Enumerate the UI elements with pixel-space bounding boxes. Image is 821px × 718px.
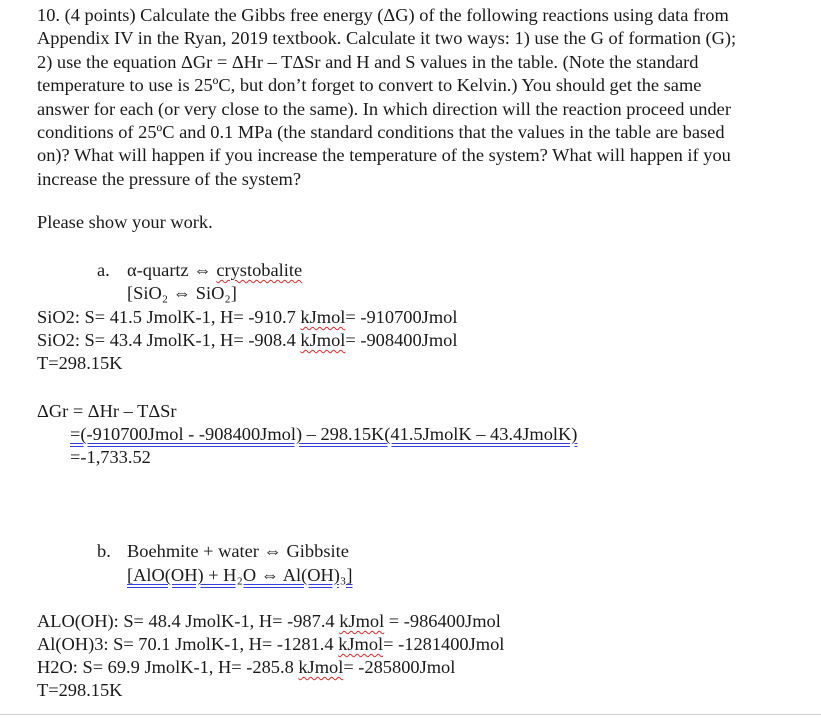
part-b-label: b. (97, 541, 111, 561)
reactant-name: α-quartz (127, 260, 189, 280)
instruction-text: Please show your work. (37, 212, 213, 232)
unit-text: kJmol (338, 634, 384, 654)
formula-right: SiO₂] (195, 283, 237, 303)
product-name: crystobalite (216, 260, 303, 280)
part-a-label: a. (97, 260, 110, 280)
calc-text: =(-910700Jmol - -908400Jmol) – 298.15K(41.5JmolK – 43.4JmolK) (70, 424, 578, 444)
calc-line (70, 423, 577, 446)
data-text: = -285800Jmol (343, 657, 456, 677)
equilibrium-arrow-icon: ⇔ (193, 260, 212, 280)
data-line (37, 329, 457, 352)
question-line: conditions of 25ºC and 0.1 MPa (the standard conditions that the values in the table are based (37, 122, 725, 143)
data-line (37, 656, 455, 679)
unit-text: kJmol (339, 611, 385, 631)
data-text: ALO(OH): S= 48.4 JmolK-1, H= -987.4 (37, 611, 340, 631)
unit-text: kJmol (298, 657, 344, 677)
data-line (37, 610, 501, 633)
question-line: increase the pressure of the system? (37, 168, 302, 189)
unit-text: kJmol (300, 307, 346, 327)
question-line: on)? What will happen if you increase the temperature of the system? What will happen if you (37, 145, 731, 166)
data-text: = -1281400Jmol (383, 634, 505, 654)
temperature-line: T=298.15K (37, 353, 123, 373)
bottom-divider (0, 714, 821, 715)
result-line: =-1,733.52 (70, 447, 151, 467)
data-text: Al(OH)3: S= 70.1 JmolK-1, H= -1281.4 (37, 634, 339, 654)
reactant-name: Boehmite + water (127, 541, 259, 561)
data-text: = -986400Jmol (384, 611, 501, 631)
temperature-line: T=298.15K (37, 680, 123, 700)
equilibrium-arrow-icon: ⇔ (263, 541, 282, 561)
data-text: = -910700Jmol (345, 307, 458, 327)
equilibrium-arrow-icon: ⇔ (172, 283, 192, 303)
gibbs-equation: ΔGr = ΔHr – TΔSr (37, 401, 177, 421)
question-line: answer for each (or very close to the same). In which direction will the reaction proceed under (37, 98, 731, 119)
unit-text: kJmol (300, 330, 346, 350)
data-text: SiO2: S= 41.5 JmolK-1, H= -910.7 (37, 307, 301, 327)
data-text: = -908400Jmol (345, 330, 458, 350)
product-name: Gibbsite (286, 541, 349, 561)
question-paragraph (37, 4, 799, 191)
question-line: 10. (4 points) Calculate the Gibbs free energy (ΔG) of the following reactions using data from (37, 5, 729, 25)
data-line (37, 306, 457, 329)
part-a-formula (127, 282, 237, 305)
part-b-formula (127, 564, 352, 587)
question-line: 2) use the equation ΔGr = ΔHr – TΔSr and H and S values in the table. (Note the standard (37, 51, 699, 72)
question-line: Appendix IV in the Ryan, 2019 textbook. Calculate it two ways: 1) use the G of formation (G); (37, 28, 737, 49)
formula-text: [AlO(OH) + H₂O ⇔ Al(OH)₃] (127, 565, 353, 585)
part-a-reaction (127, 259, 302, 282)
formula-left: [SiO₂ (127, 283, 169, 303)
question-line: temperature to use is 25ºC, but don’t forget to convert to Kelvin.) You should get the same (37, 75, 702, 96)
data-text: H2O: S= 69.9 JmolK-1, H= -285.8 (37, 657, 299, 677)
part-b-reaction (127, 540, 349, 563)
data-line (37, 633, 504, 656)
data-text: SiO2: S= 43.4 JmolK-1, H= -908.4 (37, 330, 301, 350)
